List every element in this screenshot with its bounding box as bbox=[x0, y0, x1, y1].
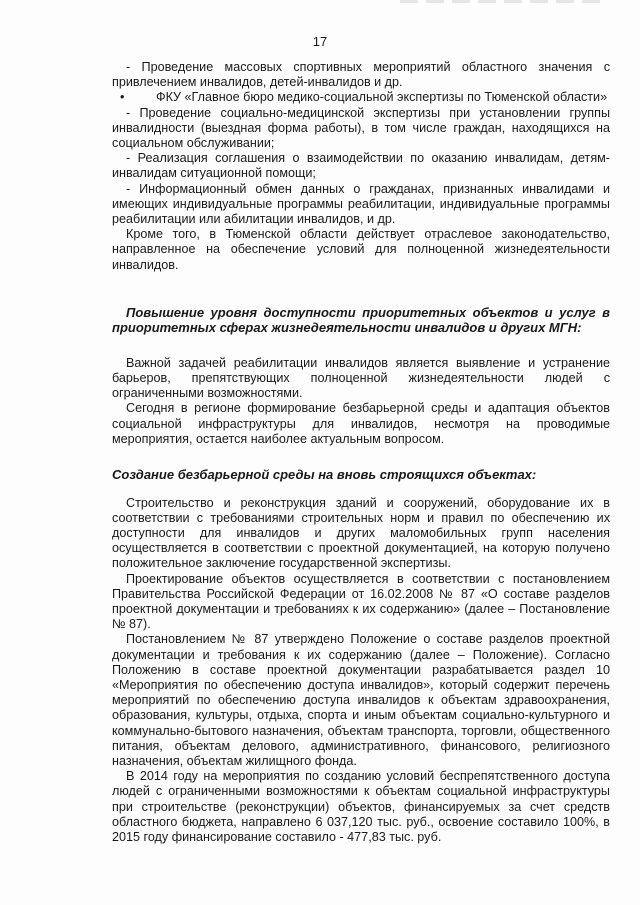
paragraph: - Информационный обмен данных о гражданах, признанных инвалидами и имеющих индивидуальные программы реабилитации, индивидуальные программы реабилитации или абилитации инвалидов, и др. bbox=[112, 181, 610, 227]
paragraph: Сегодня в регионе формирование безбарьерной среды и адаптация объектов социальной инфраструктуры для инвалидов, несмотря на проводимые мероприятия, остается наиболее актуальным вопросом. bbox=[112, 401, 610, 446]
section-heading: Повышение уровня доступности приоритетных объектов и услуг в приоритетных сферах жизнедеятельности инвалидов и других МГН: bbox=[112, 304, 610, 336]
bullet-text: ФКУ «Главное бюро медико-социальной экспертизы по Тюменской области» bbox=[156, 90, 608, 105]
scan-artifact bbox=[400, 0, 600, 3]
section-heading: Создание безбарьерной среды на вновь строящихся объектах: bbox=[112, 467, 537, 483]
paragraph: - Проведение массовых спортивных мероприятий областного значения с привлечением инвалидов, детей-инвалидов и др. bbox=[112, 60, 610, 90]
paragraph: - Проведение социально-медицинской экспертизы при установлении группы инвалидности (выездная форма работы), в том числе граждан, находящихся на социальном обслуживании; bbox=[112, 105, 610, 151]
paragraph: Кроме того, в Тюменской области действует отраслевое законодательство, направленное на обеспечение условий для полноценной жизнедеятельности инвалидов. bbox=[112, 227, 610, 272]
bullet-item bbox=[112, 90, 610, 105]
paragraph: В 2014 году на мероприятия по созданию условий беспрепятственного доступа людей с ограниченными возможностями к объектам социальной инфраструктуры при строительстве (реконструкции) объектов, финансируемых за счет средств областного бюджета, направлено 6 037,120 тыс. руб., освоение составило 100%, в 2015 году финансирование составило - 477,83 тыс. руб. bbox=[112, 769, 610, 845]
bullet-marker: • bbox=[120, 90, 125, 105]
paragraph: Постановлением № 87 утверждено Положение о составе разделов проектной документации и требования к их содержанию (далее – Положение). Согласно Положению в составе проектной документации разрабатывается раздел 10 «Мероприятия по обеспечению доступа инвалидов», который содержит перечень мероприятий по обеспечению доступа инвалидов к объектам здравоохранения, образования, культуры, отдыха, спорта и иным объектам социально-культурного и коммунально-бытового назначения, объектам транспорта, торговли, общественного питания, объектам делового, административного, финансового, религиозного назначения, объектам жилищного фонда. bbox=[112, 632, 610, 769]
paragraph: Строительство и реконструкция зданий и сооружений, оборудование их в соответствии с требованиями строительных норм и правил по обеспечению их доступности для инвалидов и других маломобильных групп населения осуществляется в соответствии с проектной документацией, на которую получено положительное заключение государственной экспертизы. bbox=[112, 495, 610, 571]
paragraph: Проектирование объектов осуществляется в соответствии с постановлением Правительства Российской Федерации от 16.02.2008 № 87 «О составе разделов проектной документации и требованиях к их содержанию» (далее – Постановление № 87). bbox=[112, 571, 610, 632]
paragraph: Важной задачей реабилитации инвалидов является выявление и устранение барьеров, препятствующих полноценной жизнедеятельности людей с ограниченными возможностями. bbox=[112, 355, 610, 401]
page-content bbox=[112, 60, 610, 845]
page-number: 17 bbox=[312, 34, 328, 49]
paragraph: - Реализация соглашения о взаимодействии по оказанию инвалидам, детям-инвалидам ситуационной помощи; bbox=[112, 151, 610, 181]
